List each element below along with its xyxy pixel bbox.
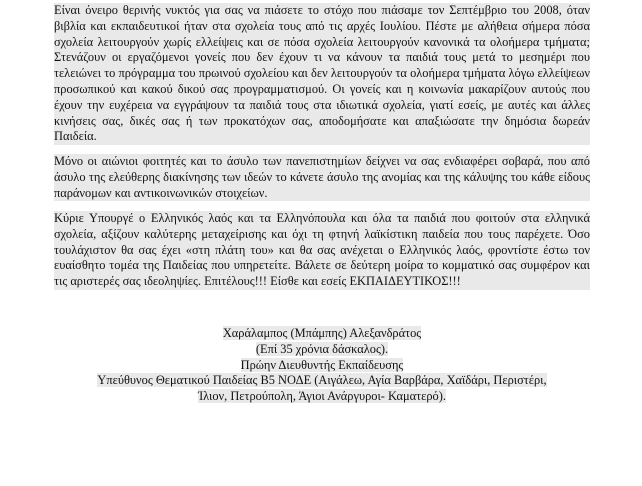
signature-title: Πρώην Διευθυντής Εκπαίδευσης — [240, 357, 404, 372]
paragraph-appeal-to-minister: Κύριε Υπουργέ ο Ελληνικός λαός και τα Ελληνόπουλα και όλα τα παιδιά που φοιτούν στα ελληνικά σχολεία, αξίζουν καλύτερης μεταχείρισης και όχι τη φτηνή λαϊκίστικη παιδεία που τους παρέχετε. Όσο τουλάχιστον θα σας έχει «στη πλάτη του» και θα σας ανέχεται ο Ελληνικός λαός, φροντίστε έστω τον ευαίσθητο τομέα της Παιδείας που υπηρετείτε. Βάλετε σε δεύτερη μοίρα το κομματικό σας συμφέρον και τις αριστερές σας ιδεοληψίες. Επιτέλους!!! Είσθε και εσείς ΕΚΠΑΙΔΕΥΤΙΚΟΣ!!! — [54, 211, 590, 289]
signature-role-line — [54, 373, 590, 389]
signature-name-line — [54, 326, 590, 342]
signature-role: Υπεύθυνος Θεματικού Παιδείας Β5 ΝΟΔΕ (Αιγάλεω, Αγία Βαρβάρα, Χαϊδάρι, Περιστέρι, — [97, 373, 547, 388]
signature-block — [54, 326, 590, 405]
signature-areas-line — [54, 389, 590, 405]
paragraph-university-asylum: Μόνο οι αιώνιοι φοιτητές και το άσυλο των πανεπιστημίων δείχνει να σας ενδιαφέρει σοβαρά, που από άσυλο της ελεύθερης διακίνησης των ιδεών το κάνετε άσυλο της ανομίας και της κάλυψης του κάθε είδους παράνομων και αντικοινωνικών στοιχείων. — [54, 154, 590, 200]
signature-years: (Επί 35 χρόνια δάσκαλος). — [255, 341, 389, 356]
signature-years-line — [54, 342, 590, 358]
signature-name: Χαράλαμπος (Μπάμπης) Αλεξανδράτος — [222, 326, 422, 340]
signature-areas: Ίλιον, Πετρούπολη, Άγιοι Ανάργυροι- Καματερό). — [198, 389, 446, 404]
signature-title-line — [54, 358, 590, 374]
paragraph-schools-readiness: Είναι όνειρο θερινής νυκτός για σας να πιάσετε το στόχο που πιάσαμε τον Σεπτέμβριο του 2008, όταν βιβλία και εκπαιδευτικοί ήταν στα σχολεία τους από τις αρχές Ιουλίου. Πέστε με αλήθεια σήμερα πόσα σχολεία λειτουργούν χωρίς ελλείψεις και σε πόσα σχολεία λειτουργούν κανονικά τα ολοήμερα τμήματα; Στενάζουν οι εργαζόμενοι γονείς που δεν έχουν τι να κάνουν τα παιδιά τους μετά το μεσημέρι που τελειώνει το πρόγραμμα του πρωινού σχολείου και δεν λειτουργούν τα ολοήμερα τμήματα λόγω ελλείψεων προσωπικού και κακού δικού σας προγραμματισμού. Οι γονείς και η κοινωνία μακαρίζουν αυτούς που έχουν την ευχέρεια να εγγράψουν τα παιδιά τους στα ιδιωτικά σχολεία, γιατί εσείς, με αυτές και άλλες κινήσεις σας, δικές σας ή των προκατόχων σας, αποδομήσατε και απαξιώσατε την δημόσια δωρεάν Παιδεία. — [54, 3, 590, 144]
